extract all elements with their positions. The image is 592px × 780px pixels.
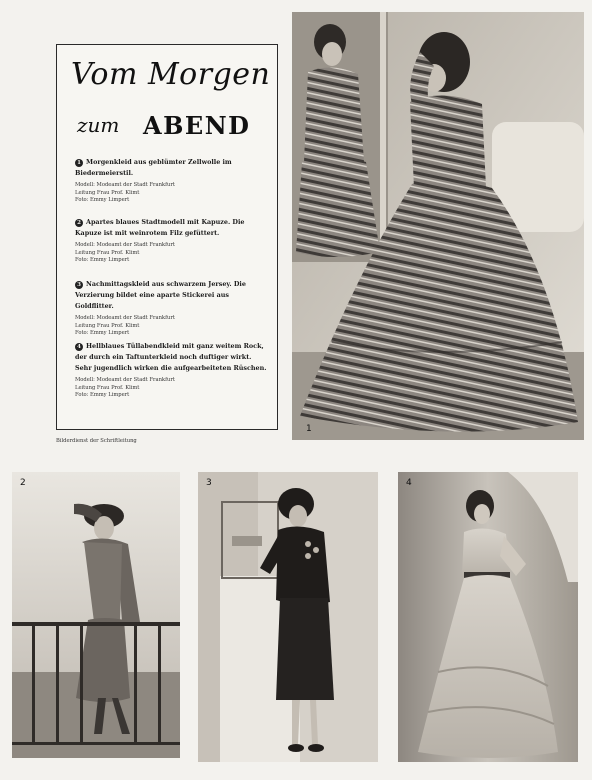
photo-number: 2 (20, 478, 26, 488)
photo-2-city-dress (12, 472, 180, 758)
credit-lead: Leitung Frau Prof. Klimt (75, 189, 140, 196)
caption-item-3 (75, 279, 267, 338)
photo-number: 4 (406, 478, 412, 488)
title-word-abend: ABEND (143, 111, 251, 140)
photo-3-illustration (198, 472, 378, 762)
credit-model: Modell: Modeamt der Stadt Frankfurt (75, 377, 175, 383)
credit-photo: Foto: Emmy Limpert (75, 257, 130, 263)
credit-lead: Leitung Frau Prof. Klimt (75, 384, 140, 391)
photo-number: 3 (206, 478, 212, 488)
photo-2-illustration (12, 472, 180, 758)
photo-4-illustration (398, 472, 578, 762)
item-number-badge: 4 (75, 343, 83, 351)
photo-number: 1 (306, 424, 312, 434)
credit-model: Modell: Modeamt der Stadt Frankfurt (75, 315, 175, 321)
photo-4-evening-dress (398, 472, 578, 762)
item-description: Apartes blaues Stadtmodell mit Kapuze. Die Kapuze ist mit weinrotem Filz gefüttert. (75, 218, 245, 237)
item-number-badge: 1 (75, 159, 83, 167)
article-textbox (56, 44, 278, 430)
credit-photo: Foto: Emmy Limpert (75, 330, 130, 336)
item-description: Nachmittagskleid aus schwarzem Jersey. Die Verzierung bildet eine aparte Stickerei aus Goldflitter. (75, 280, 246, 310)
caption-item-4 (75, 341, 267, 400)
credit-photo: Foto: Emmy Limpert (75, 197, 130, 203)
photo-1-illustration (292, 12, 584, 440)
caption-item-1 (75, 157, 267, 205)
caption-item-2 (75, 217, 267, 265)
credit-lead: Leitung Frau Prof. Klimt (75, 322, 140, 329)
credit-model: Modell: Modeamt der Stadt Frankfurt (75, 182, 175, 188)
item-number-badge: 3 (75, 281, 83, 289)
credit-photo: Foto: Emmy Limpert (75, 392, 130, 398)
credit-lead: Leitung Frau Prof. Klimt (75, 249, 140, 256)
item-number-badge: 2 (75, 219, 83, 227)
picture-source-note: Bilderdienst der Schriftleitung (56, 438, 137, 444)
photo-3-afternoon-dress (198, 472, 378, 762)
item-description: Morgenkleid aus geblümter Zellwolle im Biedermeierstil. (75, 158, 232, 177)
item-description: Hellblaues Tüllabendkleid mit ganz weitem Rock, der durch ein Taftunterkleid noch duftiger wirkt. Sehr jugendlich wirken die aufgearbeiteten Rüschen. (75, 342, 267, 372)
title-word-zum: zum (77, 113, 120, 137)
photo-1-morning-dress (292, 12, 584, 440)
title-line-1: Vom Morgen (71, 57, 271, 92)
credit-model: Modell: Modeamt der Stadt Frankfurt (75, 242, 175, 248)
